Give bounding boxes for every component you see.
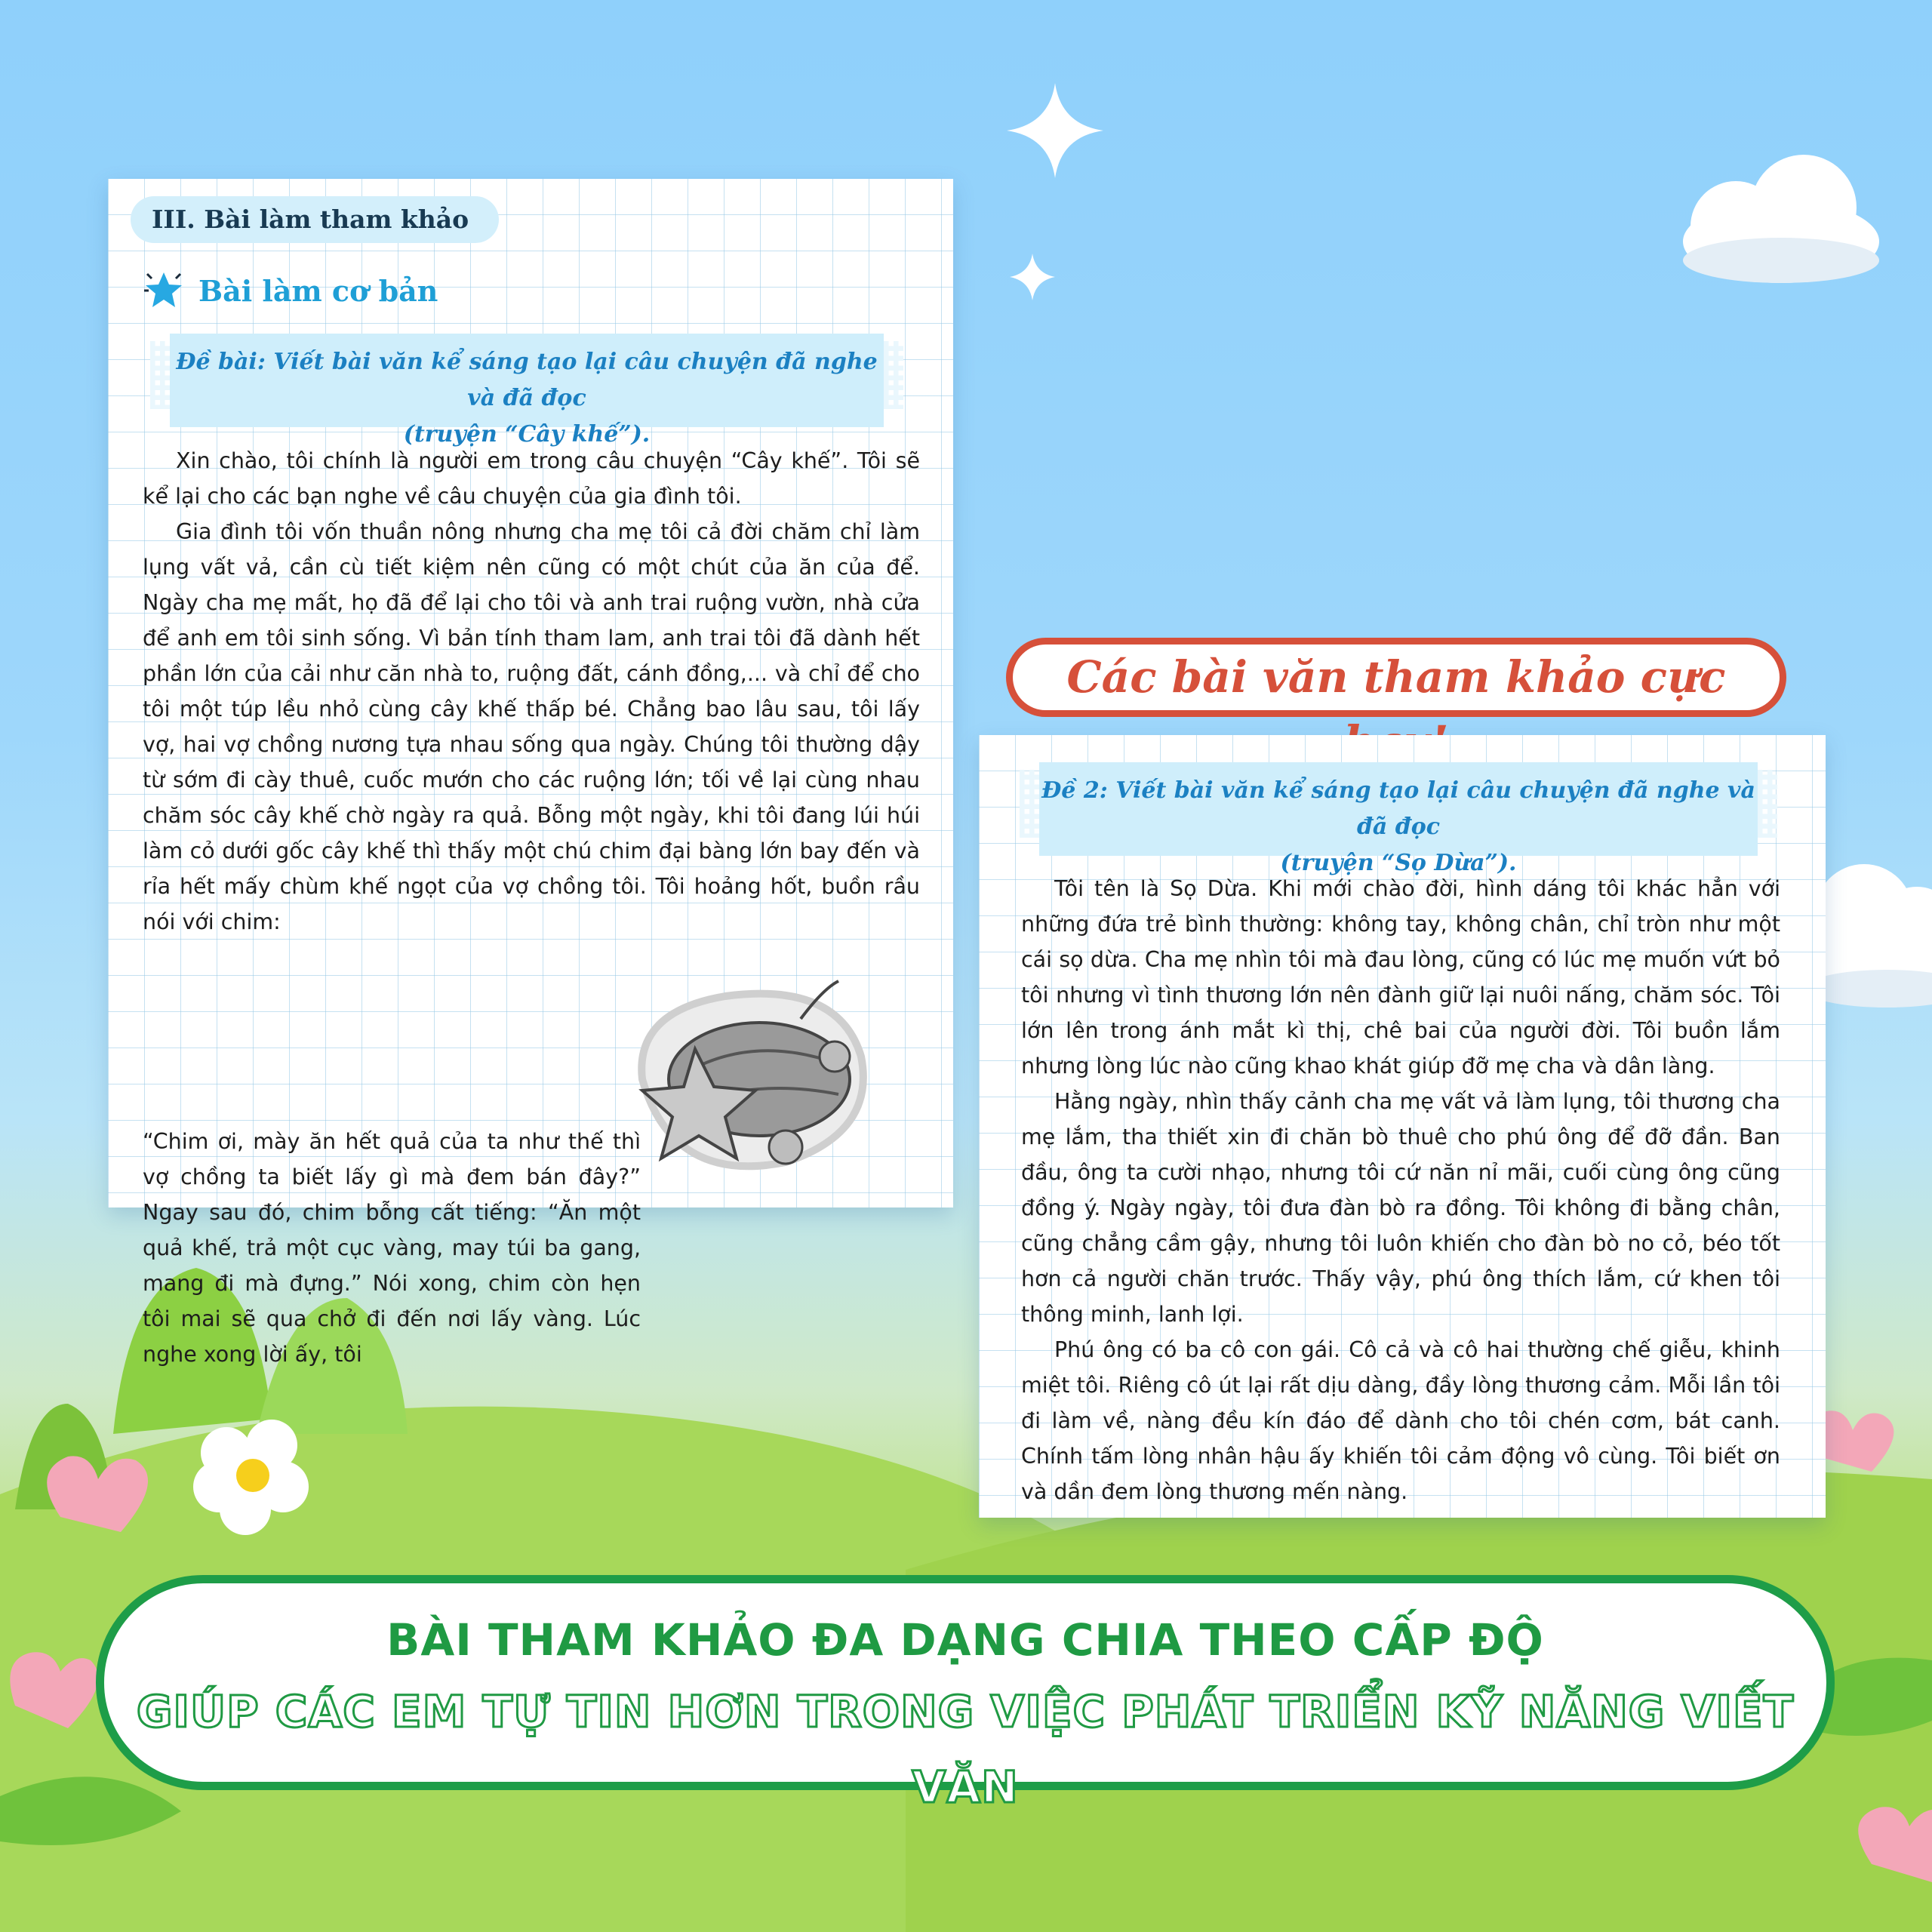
highlight-ribbon: Các bài văn tham khảo cực [1006, 638, 1786, 717]
cloud-icon [1683, 155, 1879, 283]
paragraph: Tôi tên là Sọ Dừa. Khi mới chào đời, hình dáng tôi khác hẳn với những đứa trẻ bình thường: không tay, không chân, chỉ tròn như một cái sọ dừa. Cha mẹ nhìn tôi mà đau lòng, cũng có lúc mẹ muốn vứt bỏ tôi nhưng vì tình thương lớn nên đành giữ lại nuôi nấng, chăm sóc. Tôi lớn lên trong ánh mắt kì thị, chê bai của người đời. Tôi buồn lắm nhưng lòng lúc nào cũng khao khát giúp đỡ mẹ cha và dân làng. [1021, 876, 1780, 1078]
paragraph: Phú ông có ba cô con gái. Cô cả và cô hai thường chế giễu, khinh miệt tôi. Riêng cô út lại rất dịu dàng, đầy lòng thương cảm. Mỗi lần tôi đi làm về, nàng đều kín đáo để dành cho tôi chén cơm, bát canh. Chính tấm lòng nhân hậu ấy khiến tôi cảm động vô cùng. Tôi biết ơn và dần đem lòng thương mến nàng. [1021, 1337, 1780, 1504]
prompt-box [1039, 762, 1758, 876]
subheading-label: Bài làm cơ bản [198, 273, 438, 308]
banner-line: GIÚP CÁC EM TỰ TIN HƠN TRONG VIỆC PHÁT TRIỂN KỸ NĂNG VIẾT VĂN [136, 1686, 1795, 1813]
paragraph: Xin chào, tôi chính là người em trong câu chuyện “Cây khế”. Tôi sẽ kể lại cho các bạn nghe về câu chuyện của gia đình tôi. [143, 448, 920, 509]
prompt-box [170, 334, 884, 448]
starfruit-illustration [612, 966, 884, 1185]
essay-text [1021, 871, 1780, 1509]
bottom-banner [96, 1575, 1835, 1813]
prompt-line: (truyện “Cây khế”). [403, 421, 651, 448]
sparkle-icon [1010, 254, 1055, 300]
essay-text-continued [143, 1124, 641, 1372]
reference-essay-card-2 [979, 735, 1826, 1518]
star-icon [141, 268, 186, 313]
subheading [141, 268, 438, 313]
prompt-line: Đề bài: Viết bài văn kể sáng tạo lại câu chuyện đã nghe và đã đọc [176, 349, 878, 411]
reference-essay-card-1 [108, 179, 953, 1367]
paragraph: Gia đình tôi vốn thuần nông nhưng cha mẹ tôi cả đời chăm chỉ làm lụng vất vả, cần cù tiết kiệm nên cũng có một chút của ăn của để. Ngày cha mẹ mất, họ đã để lại cho tôi và anh trai ruộng vườn, nhà cửa để anh em tôi sinh sống. Vì bản tính tham lam, anh trai tôi đã dành hết phần lớn của cải như căn nhà to, ruộng đất, cánh đồng,... và chỉ để cho tôi một túp lều nhỏ cùng cây khế thấp bé. Chẳng bao lâu sau, tôi lấy vợ, hai vợ chồng nương tựa nhau sống qua ngày. Chúng tôi thường dậy từ sớm đi cày thuê, cuốc mướn cho các ruộng lớn; tối về lại cùng nhau chăm sóc cây khế chờ ngày ra quả. Bỗng một ngày, khi tôi đang lúi húi làm cỏ dưới gốc cây khế thì thấy một chú chim đại bàng lớn bay đến và rỉa hết mấy chùm khế ngọt của vợ chồng tôi. Tôi hoảng hốt, buồn rầu nói với chim: [143, 519, 920, 934]
essay-text [143, 443, 920, 940]
section-title: III. Bài làm tham khảo [131, 196, 499, 243]
sparkle-icon [1007, 83, 1103, 178]
paragraph: Hằng ngày, nhìn thấy cảnh cha mẹ vất vả làm lụng, tôi thương cha mẹ lắm, tha thiết xin đi chăn bò thuê cho phú ông để đỡ đần. Ban đầu, ông ta cười nhạo, nhưng tôi cứ năn nỉ mãi, cuối cùng ông cũng đồng ý. Ngày ngày, tôi đưa đàn bò ra đồng. Tôi không đi bằng chân, cũng chẳng cầm gậy, nhưng tôi luôn khiến cho đàn bò no cỏ, béo tốt hơn cả người chăn trước. Thấy vậy, phú ông thích lắm, cứ khen tôi thông minh, lanh lợi. [1021, 1089, 1780, 1327]
banner-line: BÀI THAM KHẢO ĐA DẠNG CHIA THEO CẤP ĐỘ [386, 1614, 1544, 1666]
prompt-line: Đề 2: Viết bài văn kể sáng tạo lại câu chuyện đã nghe và đã đọc [1041, 777, 1755, 840]
prompt-line: (truyện “Sọ Dừa”). [1280, 850, 1517, 876]
paragraph: “Chim ơi, mày ăn hết quả của ta như thế thì vợ chồng ta biết lấy gì mà đem bán đây?” Ngay sau đó, chim bỗng cất tiếng: “Ăn một quả khế, trả một cục vàng, may túi ba gang, mang đi mà đựng.” Nói xong, chim còn hẹn tôi mai sẽ qua chở đi đến nơi lấy vàng. Lúc nghe xong lời ấy, tôi [143, 1129, 641, 1367]
